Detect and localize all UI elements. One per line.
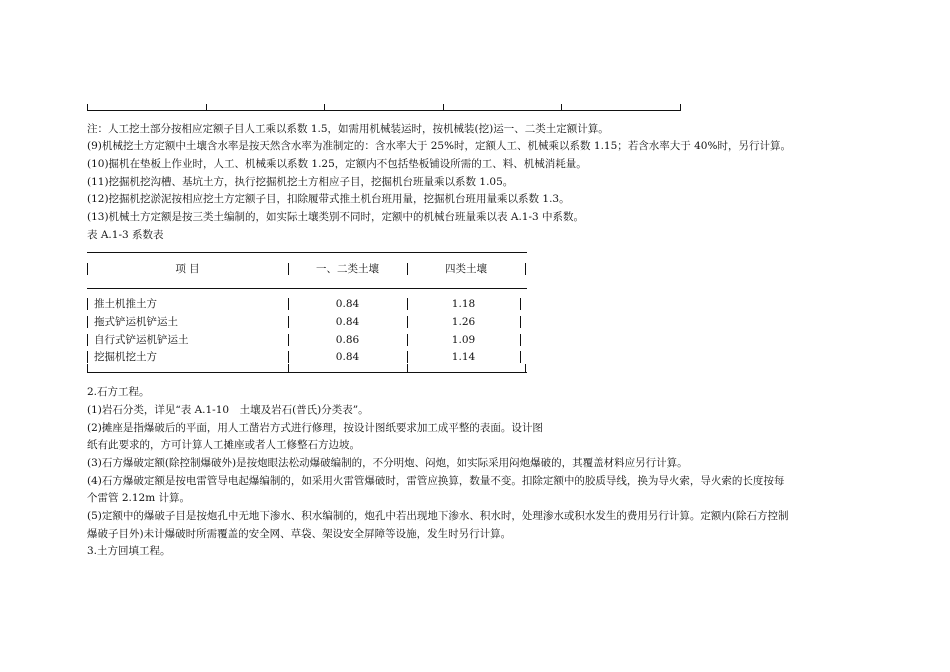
note-line: (13)机械土方定额是按三类土编制的，如实际土壤类别不同时，定额中的机械台班量乘以表 A.1-3 中系数。 bbox=[87, 211, 585, 223]
table-cell-item: 挖掘机挖土方 bbox=[94, 351, 157, 363]
table-cell: 0.84 bbox=[335, 316, 360, 328]
table-cell-item: 推土机推土方 bbox=[94, 298, 157, 310]
table-header: 四类土壤 bbox=[445, 263, 487, 275]
note-line: (2)摊座是指爆破后的平面，用人工凿岩方式进行修理，按设计图纸要求加工成平整的表面。设计图 bbox=[87, 422, 543, 434]
table-cell: 1.18 bbox=[451, 298, 476, 310]
table-cell-item: 自行式铲运机铲运土 bbox=[94, 334, 189, 346]
note-line: (12)挖掘机挖淤泥按相应挖土方定额子目，扣除履带式推土机台班用量，挖掘机台班用量乘以系数 1.3。 bbox=[87, 193, 570, 205]
note-line: (10)掘机在垫板上作业时，人工、机械乘以系数 1.25，定额内不包括垫板铺设所需的工、料、机械消耗量。 bbox=[87, 158, 587, 170]
table-cell: 0.84 bbox=[335, 298, 360, 310]
note-line: 注：人工挖土部分按相应定额子目人工乘以系数 1.5，如需用机械装运时，按机械装(挖)运一、二类土定额计算。 bbox=[87, 123, 609, 135]
table-cell: 0.84 bbox=[335, 351, 360, 363]
note-line: (5)定额中的爆破子目是按炮孔中无地下渗水、积水编制的，炮孔中若出现地下渗水、积水时，处理渗水或积水发生的费用另行计算。定额内(除石方控制 bbox=[87, 510, 789, 522]
section-heading: 3.土方回填工程。 bbox=[87, 545, 171, 557]
note-line: (3)石方爆破定额(除控制爆破外)是按炮眼法松动爆破编制的，不分明炮、闷炮，如实际采用闷炮爆破的，其覆盖材料应另行计算。 bbox=[87, 457, 688, 469]
note-line: (4)石方爆破定额是按电雷管导电起爆编制的，如采用火雷管爆破时，雷管应换算，数量不变。扣除定额中的胶质导线，换为导火索，导火索的长度按每 bbox=[87, 475, 785, 487]
note-line: (11)挖掘机挖沟槽、基坑土方，执行挖掘机挖土方相应子目，挖掘机台班量乘以系数 1.05。 bbox=[87, 176, 514, 188]
table-cell: 1.14 bbox=[451, 351, 476, 363]
section-heading: 2.石方工程。 bbox=[87, 386, 150, 398]
note-line: 纸有此要求的，方可计算人工摊座或者人工修整石方边坡。 bbox=[87, 439, 360, 451]
coefficient-table bbox=[87, 252, 527, 377]
note-line: 个雷管 2.12m 计算。 bbox=[87, 492, 191, 504]
table-header: 项 目 bbox=[175, 263, 200, 275]
table-cell: 0.86 bbox=[335, 334, 360, 346]
table-cell: 1.26 bbox=[451, 316, 476, 328]
table-bottom-border bbox=[87, 102, 681, 111]
note-line: (1)岩石分类，详见“表 A.1-10 土壤及岩石(普氏)分类表”。 bbox=[87, 404, 369, 416]
table-cell-item: 拖式铲运机铲运土 bbox=[94, 316, 178, 328]
note-line: (9)机械挖土方定额中土壤含水率是按天然含水率为准制定的：含水率大于 25%时，定额人工、机械乘以系数 1.15；若含水率大于 40%时，另行计算。 bbox=[87, 140, 791, 152]
table-cell: 1.09 bbox=[451, 334, 476, 346]
table-header: 一、二类土壤 bbox=[316, 263, 379, 275]
table-caption: 表 A.1-3 系数表 bbox=[87, 229, 164, 241]
note-line: 爆破子目外)未计爆破时所需覆盖的安全网、草袋、架设安全屏障等设施，发生时另行计算。 bbox=[87, 528, 512, 540]
